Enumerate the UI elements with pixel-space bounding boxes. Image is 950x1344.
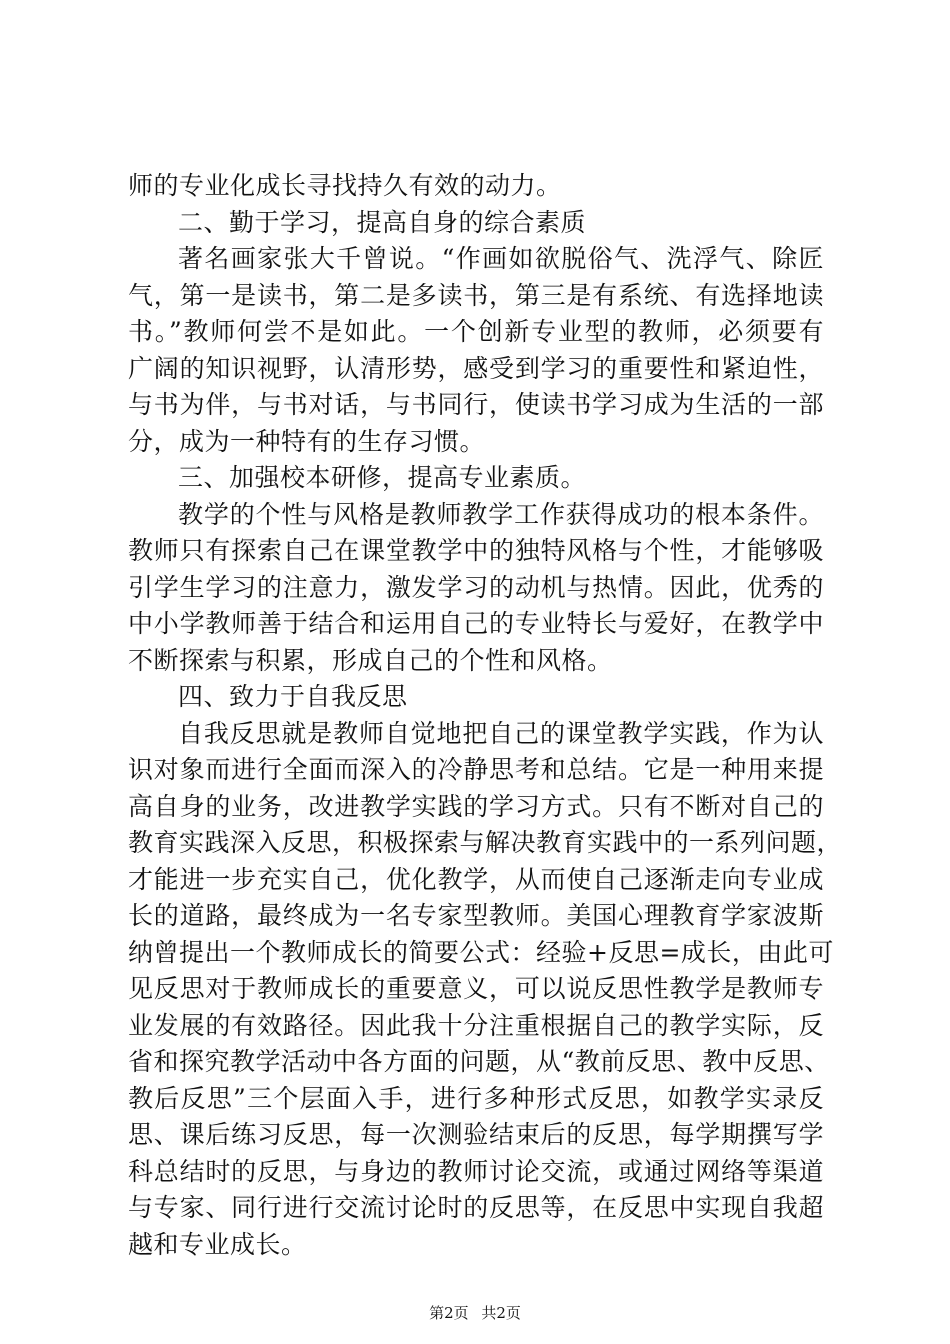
text-line: 广阔的知识视野，认清形势，感受到学习的重要性和紧迫性，: [128, 353, 824, 383]
text-line: 识对象而进行全面而深入的冷静思考和总结。它是一种用来提: [128, 755, 824, 784]
text-line: 与书为伴，与书对话，与书同行，使读书学习成为生活的一部: [128, 390, 824, 419]
text-line: 与专家、同行进行交流讨论时的反思等，在反思中实现自我超: [128, 1193, 824, 1222]
text-line: 教学的个性与风格是教师教学工作获得成功的根本条件。: [178, 499, 824, 529]
text-line: 中小学教师善于结合和运用自己的专业特长与爱好，在教学中: [128, 609, 824, 638]
text-line: 四、致力于自我反思: [178, 682, 408, 711]
text-line: 自我反思就是教师自觉地把自己的课堂教学实践，作为认: [178, 718, 824, 748]
text-line: 不断探索与积累，形成自己的个性和风格。: [128, 645, 613, 675]
text-line: 教后反思”三个层面入手，进行多种形式反思，如教学实录反: [128, 1083, 824, 1113]
text-line: 纳曾提出一个教师成长的简要公式：经验+反思=成长，由此可: [128, 937, 834, 967]
text-line: 师的专业化成长寻找持久有效的动力。: [128, 171, 562, 200]
page-total: 共2页: [481, 1304, 521, 1322]
text-line: 长的道路，最终成为一名专家型教师。美国心理教育学家波斯: [128, 901, 824, 930]
text-line: 省和探究教学活动中各方面的问题，从“教前反思、教中反思、: [128, 1047, 830, 1076]
document-body: [128, 168, 843, 1263]
text-line: 越和专业成长。: [128, 1229, 307, 1259]
text-line: 三、加强校本研修，提高专业素质。: [178, 463, 587, 492]
text-line: 见反思对于教师成长的重要意义，可以说反思性教学是教师专: [128, 974, 824, 1003]
text-line: 业发展的有效路径。因此我十分注重根据自己的教学实际，反: [128, 1010, 824, 1040]
text-line: 分，成为一种特有的生存习惯。: [128, 426, 486, 456]
text-line: 气，第一是读书，第二是多读书，第三是有系统、有选择地读: [128, 280, 824, 310]
text-line: 教育实践深入反思，积极探索与解决教育实践中的一系列问题，: [128, 828, 843, 857]
text-line: 引学生学习的注意力，激发学习的动机与热情。因此，优秀的: [128, 572, 824, 602]
text-line: 科总结时的反思，与身边的教师讨论交流，或通过网络等渠道: [128, 1156, 824, 1186]
page-footer: [0, 1303, 950, 1323]
text-line: 高自身的业务，改进教学实践的学习方式。只有不断对自己的: [128, 791, 824, 821]
text-line: 才能进一步充实自己，优化教学，从而使自己逐渐走向专业成: [128, 864, 824, 894]
text-line: 书。”教师何尝不是如此。一个创新专业型的教师，必须要有: [128, 317, 824, 346]
text-line: 著名画家张大千曾说。“作画如欲脱俗气、洗浮气、除匠: [178, 244, 824, 273]
page-number: 第2页: [429, 1304, 469, 1322]
text-line: 二、勤于学习，提高自身的综合素质: [178, 207, 587, 237]
text-line: 教师只有探索自己在课堂教学中的独特风格与个性，才能够吸: [128, 536, 824, 565]
text-line: 思、课后练习反思，每一次测验结束后的反思，每学期撰写学: [128, 1120, 824, 1149]
